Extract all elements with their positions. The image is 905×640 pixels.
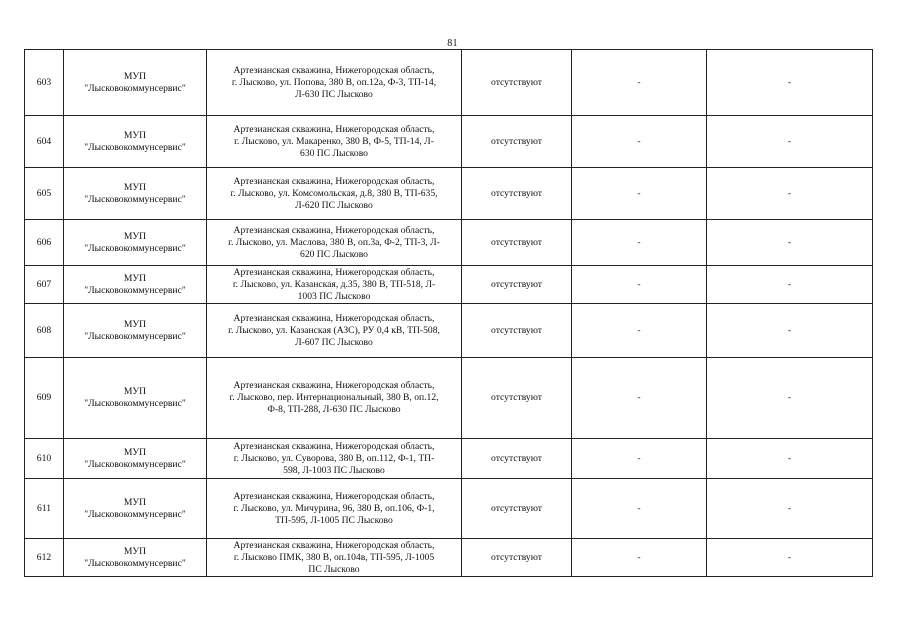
description-line: г. Лысково, ул. Макаренко, 380 В, Ф-5, ТП-14, Л- xyxy=(234,135,434,147)
table-row xyxy=(25,116,873,168)
description-line: ТП-595, Л-1005 ПС Лысково xyxy=(275,514,393,526)
organization-type: МУП xyxy=(123,181,147,193)
organization-name: "Лысковокоммунсервис" xyxy=(84,458,186,470)
description-line: 598, Л-1003 ПС Лысково xyxy=(283,464,385,476)
value-cell-b: - xyxy=(707,358,873,439)
object-description-cell xyxy=(207,220,462,266)
status-cell: отсутствуют xyxy=(462,358,572,439)
registry-table xyxy=(24,49,873,577)
organization-type: МУП xyxy=(123,318,147,330)
description-line: г. Лысково, ул. Мичурина, 96, 380 В, оп.106, Ф-1, xyxy=(233,502,435,514)
description-line: Артезианская скважина, Нижегородская область, xyxy=(233,312,435,324)
status-cell: отсутствуют xyxy=(462,304,572,358)
object-description-cell xyxy=(207,439,462,479)
description-line: Ф-8, ТП-288, Л-630 ПС Лысково xyxy=(267,404,401,415)
value-cell-a: - xyxy=(572,116,707,168)
status-cell: отсутствуют xyxy=(462,479,572,539)
object-description-cell xyxy=(207,168,462,220)
organization-name: "Лысковокоммунсервис" xyxy=(84,242,186,254)
description-line: Артезианская скважина, Нижегородская область, xyxy=(233,539,435,551)
description-line: г. Лысково ПМК, 380 В, оп.104в, ТП-595, Л-1005 xyxy=(233,551,435,563)
value-cell-a: - xyxy=(572,479,707,539)
row-number: 610 xyxy=(25,439,64,479)
value-cell-b: - xyxy=(707,439,873,479)
table-row xyxy=(25,304,873,358)
value-cell-b: - xyxy=(707,220,873,266)
value-cell-a: - xyxy=(572,220,707,266)
table-row xyxy=(25,50,873,116)
description-line: ПС Лысково xyxy=(308,563,360,575)
description-line: Л-630 ПС Лысково xyxy=(295,88,373,100)
description-line: 1003 ПС Лысково xyxy=(297,290,371,302)
object-description-cell xyxy=(207,50,462,116)
organization-name: "Лысковокоммунсервис" xyxy=(84,398,186,409)
description-line: Артезианская скважина, Нижегородская область, xyxy=(233,175,435,187)
table-row xyxy=(25,539,873,577)
value-cell-b: - xyxy=(707,50,873,116)
description-line: Артезианская скважина, Нижегородская область, xyxy=(233,440,435,452)
row-number: 603 xyxy=(25,50,64,116)
row-number: 607 xyxy=(25,266,64,304)
organization-cell xyxy=(64,116,207,168)
table-row xyxy=(25,168,873,220)
organization-cell xyxy=(64,439,207,479)
value-cell-a: - xyxy=(572,266,707,304)
organization-name: "Лысковокоммунсервис" xyxy=(84,193,186,205)
object-description-cell xyxy=(207,539,462,577)
object-description-cell xyxy=(207,266,462,304)
organization-name: "Лысковокоммунсервис" xyxy=(84,141,186,153)
organization-cell xyxy=(64,539,207,577)
status-cell: отсутствуют xyxy=(462,439,572,479)
value-cell-a: - xyxy=(572,439,707,479)
object-description-cell xyxy=(207,358,462,439)
organization-cell xyxy=(64,479,207,539)
value-cell-b: - xyxy=(707,168,873,220)
status-cell: отсутствуют xyxy=(462,266,572,304)
table-row xyxy=(25,479,873,539)
organization-type: МУП xyxy=(123,446,147,458)
description-line: г. Лысково, ул. Суворова, 380 В, оп.112, Ф-1, ТП- xyxy=(233,452,435,464)
value-cell-b: - xyxy=(707,116,873,168)
description-line: Л-620 ПС Лысково xyxy=(295,199,373,211)
description-line: Артезианская скважина, Нижегородская область, xyxy=(233,64,435,76)
description-line: Л-607 ПС Лысково xyxy=(295,336,373,348)
organization-cell xyxy=(64,168,207,220)
organization-type: МУП xyxy=(123,230,147,242)
description-line: г. Лысково, ул. Казанская (АЗС), РУ 0,4 кВ, ТП-508, xyxy=(228,324,440,336)
row-number: 609 xyxy=(25,358,64,439)
organization-cell xyxy=(64,50,207,116)
description-line: Артезианская скважина, Нижегородская область, xyxy=(233,224,435,236)
object-description-cell xyxy=(207,479,462,539)
value-cell-b: - xyxy=(707,266,873,304)
organization-name: "Лысковокоммунсервис" xyxy=(84,284,186,296)
description-line: Артезианская скважина, Нижегородская область, xyxy=(233,123,435,135)
organization-type: МУП xyxy=(123,386,147,397)
object-description-cell xyxy=(207,116,462,168)
status-cell: отсутствуют xyxy=(462,539,572,577)
table-row xyxy=(25,358,873,439)
status-cell: отсутствуют xyxy=(462,116,572,168)
organization-cell xyxy=(64,266,207,304)
value-cell-a: - xyxy=(572,50,707,116)
organization-type: МУП xyxy=(123,70,147,82)
status-cell: отсутствуют xyxy=(462,220,572,266)
description-line: 630 ПС Лысково xyxy=(300,147,368,159)
description-line: Артезианская скважина, Нижегородская область, xyxy=(233,380,435,391)
value-cell-a: - xyxy=(572,168,707,220)
organization-cell xyxy=(64,304,207,358)
value-cell-a: - xyxy=(572,304,707,358)
value-cell-a: - xyxy=(572,539,707,577)
description-line: 620 ПС Лысково xyxy=(300,248,368,260)
description-line: г. Лысково, ул. Казанская, д.35, 380 В, ТП-518, Л- xyxy=(232,278,436,290)
organization-type: МУП xyxy=(123,496,147,508)
table-row xyxy=(25,220,873,266)
organization-cell xyxy=(64,358,207,439)
description-line: г. Лысково, ул. Комсомольская, д.8, 380 В, ТП-635, xyxy=(230,187,438,199)
row-number: 608 xyxy=(25,304,64,358)
row-number: 604 xyxy=(25,116,64,168)
table-row xyxy=(25,439,873,479)
value-cell-b: - xyxy=(707,304,873,358)
description-line: г. Лысково, ул. Маслова, 380 В, оп.3а, Ф-2, ТП-3, Л- xyxy=(228,236,440,248)
description-line: г. Лысково, ул. Попова, 380 В, оп.12а, Ф-3, ТП-14, xyxy=(231,76,437,88)
organization-type: МУП xyxy=(123,129,147,141)
row-number: 612 xyxy=(25,539,64,577)
status-cell: отсутствуют xyxy=(462,50,572,116)
value-cell-b: - xyxy=(707,539,873,577)
organization-name: "Лысковокоммунсервис" xyxy=(84,508,186,520)
description-line: г. Лысково, пер. Интернациональный, 380 В, оп.12, xyxy=(229,392,439,403)
organization-cell xyxy=(64,220,207,266)
organization-name: "Лысковокоммунсервис" xyxy=(84,82,186,94)
description-line: Артезианская скважина, Нижегородская область, xyxy=(233,266,435,278)
value-cell-b: - xyxy=(707,479,873,539)
row-number: 606 xyxy=(25,220,64,266)
organization-name: "Лысковокоммунсервис" xyxy=(84,330,186,342)
page-number: 81 xyxy=(447,38,458,49)
organization-type: МУП xyxy=(123,545,147,557)
status-cell: отсутствуют xyxy=(462,168,572,220)
organization-name: "Лысковокоммунсервис" xyxy=(84,557,186,569)
object-description-cell xyxy=(207,304,462,358)
row-number: 611 xyxy=(25,479,64,539)
row-number: 605 xyxy=(25,168,64,220)
value-cell-a: - xyxy=(572,358,707,439)
organization-type: МУП xyxy=(123,272,147,284)
description-line: Артезианская скважина, Нижегородская область, xyxy=(233,490,435,502)
table-row xyxy=(25,266,873,304)
